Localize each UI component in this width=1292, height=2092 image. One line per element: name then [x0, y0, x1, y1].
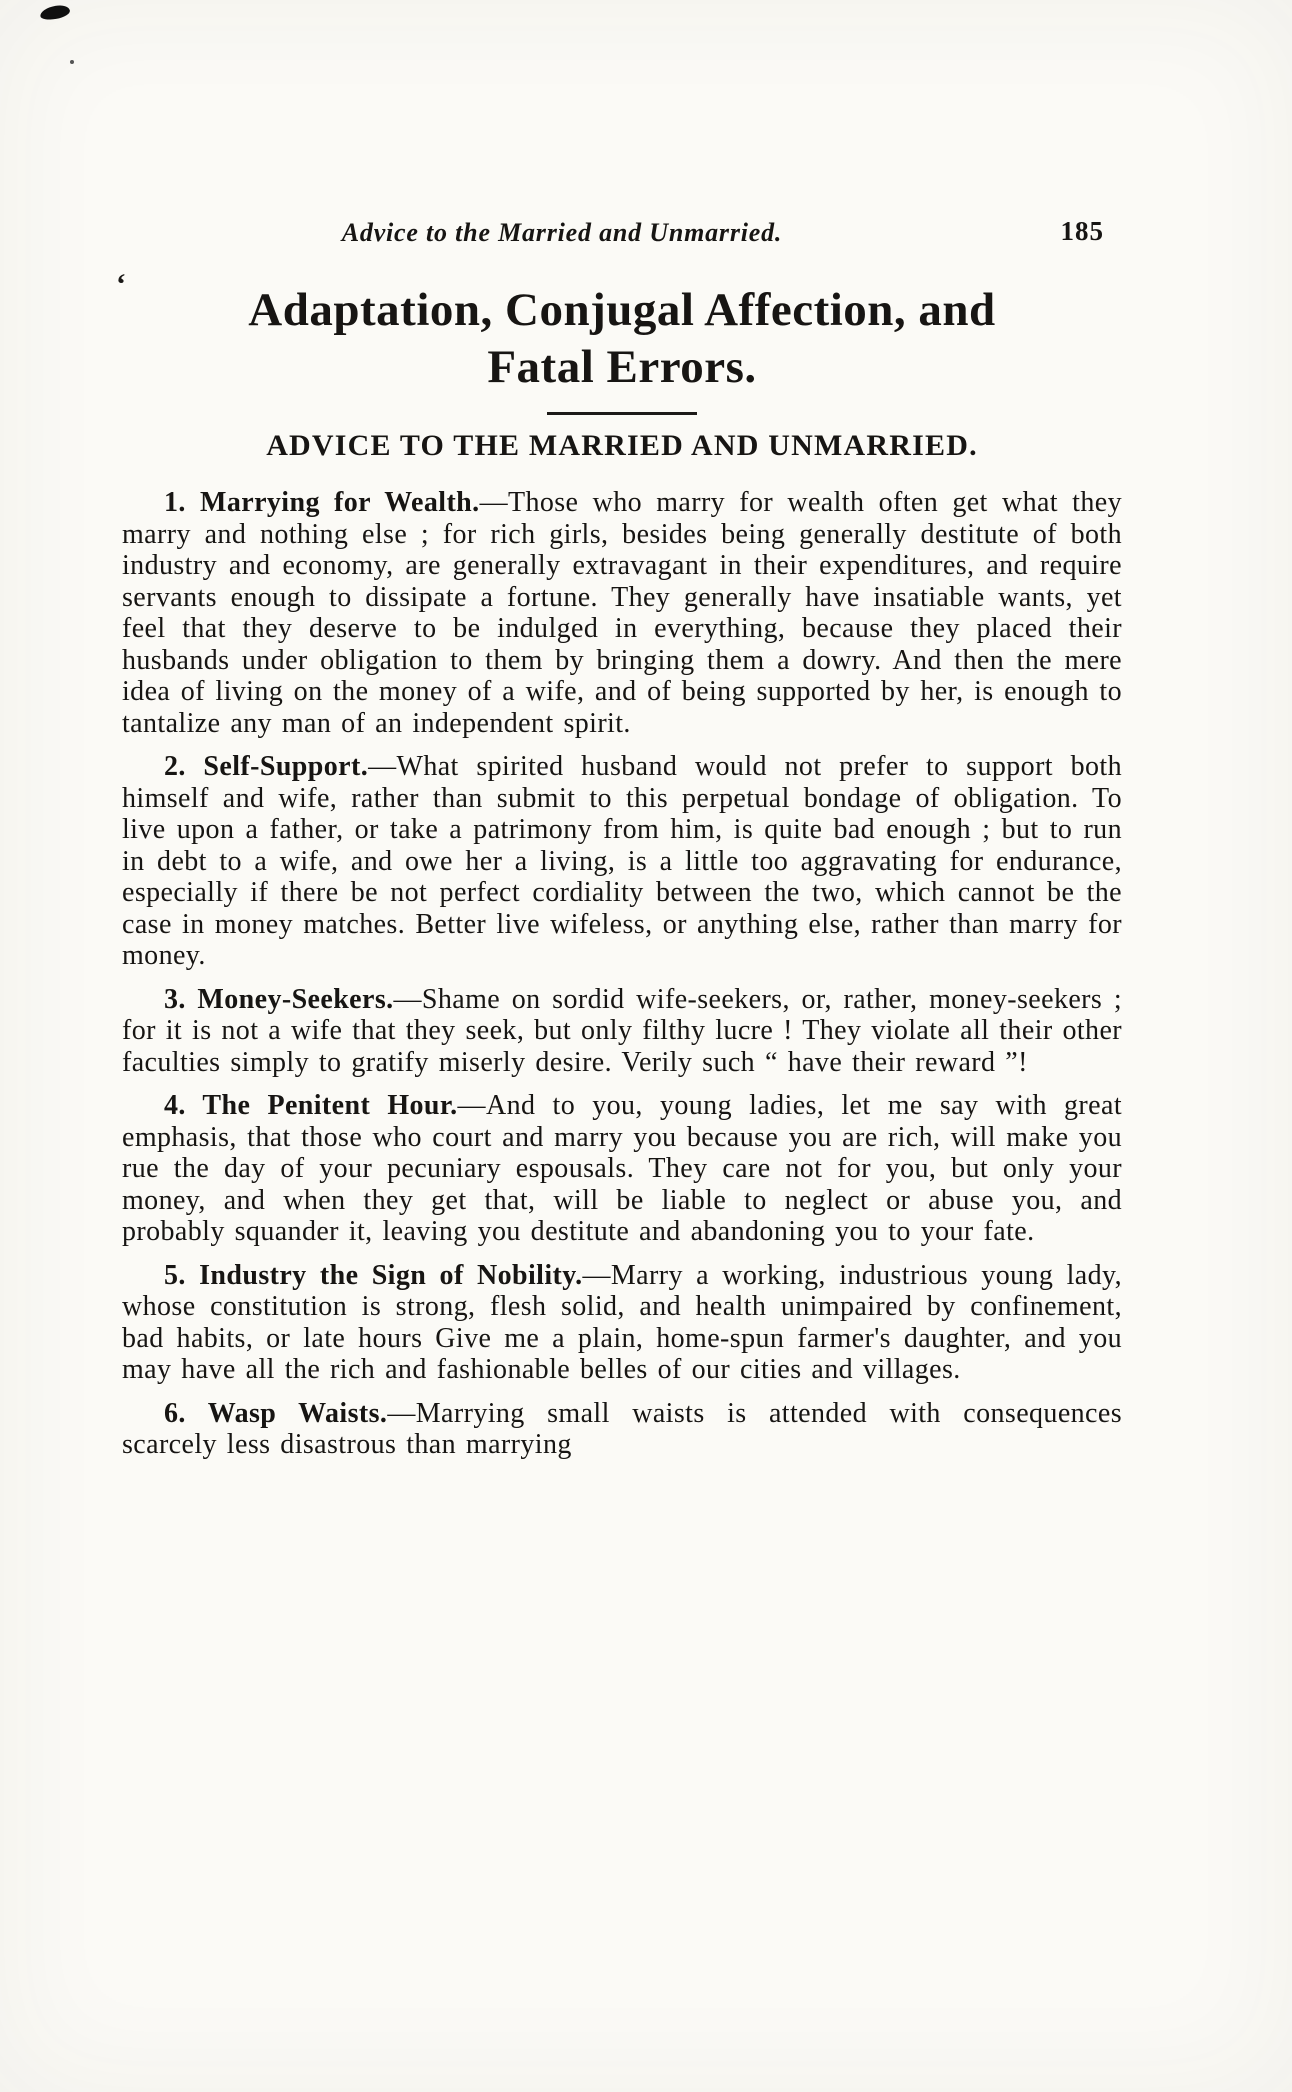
paragraph-text: —And to you, young ladies, let me say with great emphasis, that those who court and marry you because you are rich, will make you rue the day of your pecuniary espousals. They care not for you, but only your money, and when they get that, will be liable to neglect or abuse you, and probably squander it, leaving you destitute and abandoning you to your fate.: [122, 1090, 1122, 1247]
paragraph-1: [122, 487, 1122, 739]
paragraph-lead: 4. The Penitent Hour.: [164, 1090, 458, 1121]
paragraph-lead: 5. Industry the Sign of Nobility.: [164, 1259, 583, 1291]
scan-artifact: [70, 60, 74, 64]
section-heading: ADVICE TO THE MARRIED AND UNMARRIED.: [266, 429, 978, 462]
page-number: 185: [1060, 216, 1104, 246]
page-content: [122, 218, 1122, 1473]
paragraph-lead: 2. Self-Support.: [164, 751, 369, 782]
scan-artifact: [39, 3, 71, 21]
running-header: [122, 218, 1122, 248]
paragraph-3: [122, 984, 1122, 1079]
chapter-title: [122, 282, 1122, 396]
paragraph-text: —What spirited husband would not prefer to support both himself and wife, rather than submit to this perpetual bondage of obligation. To live upon a father, or take a patrimony from him, is quite bad enough ; but to run in debt to a wife, and owe her a living, is a little too aggravating for endurance, especially if there be not perfect cordiality between the two, which cannot be the case in money matches. Better live wifeless, or anything else, rather than marry for money.: [122, 751, 1122, 971]
paragraph-text: —Marrying small waists is attended with consequences scarcely less disastrous than marrying: [122, 1397, 1122, 1460]
paragraph-lead: 6. Wasp Waists.: [164, 1397, 388, 1429]
paragraph-lead: 3. Money-Seekers.: [164, 983, 394, 1015]
scan-artifact: ‘: [116, 268, 126, 301]
paragraph-text: —Shame on sordid wife-seekers, or, rather, money-seekers ; for it is not a wife that they seek, but only filthy lucre ! They violate all their other faculties simply to gratify miserly desire. Verily such “ have their reward ”!: [122, 983, 1122, 1078]
chapter-title-line2: Fatal Errors.: [487, 341, 757, 393]
chapter-title-line1: Adaptation, Conjugal Affection, and: [248, 284, 996, 336]
paragraph-text: —Marry a working, industrious young lady, whose constitution is strong, flesh solid, and health unimpaired by confinement, bad habits, or late hours Give me a plain, home-spun farmer's daughter, and you may have all the rich and fashionable belles of our cities and villages.: [122, 1259, 1122, 1385]
paragraph-2: [122, 751, 1122, 972]
paragraph-5: [122, 1260, 1122, 1386]
paragraph-4: [122, 1090, 1122, 1248]
title-divider: [547, 412, 697, 415]
paragraph-text: —Those who marry for wealth often get what they marry and nothing else ; for rich girls, besides being generally destitute of both industry and economy, are generally extravagant in their expenditures, and require servants enough to dissipate a fortune. They generally have insatiable wants, yet feel that they deserve to be indulged in everything, because they placed their husbands under obligation to them by bringing them a dowry. And then the mere idea of living on the money of a wife, and of being supported by her, is enough to tantalize any man of an independent spirit.: [122, 487, 1122, 739]
paragraph-lead: 1. Marrying for Wealth.: [164, 487, 480, 518]
paragraph-6: [122, 1398, 1122, 1461]
running-header-title: Advice to the Married and Unmarried.: [341, 218, 783, 247]
